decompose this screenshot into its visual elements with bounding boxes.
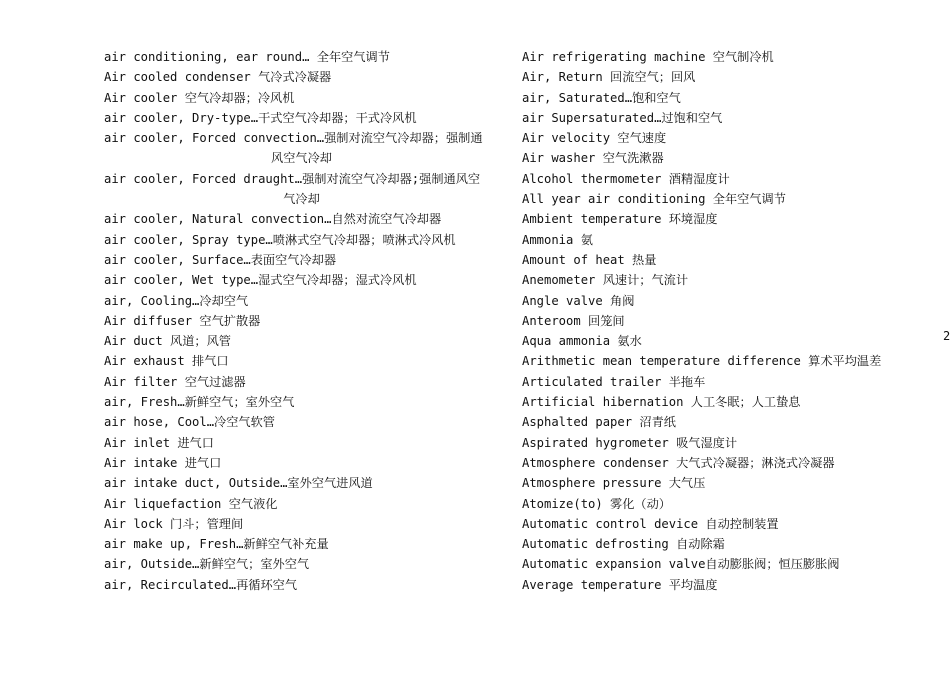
entry-text: Air velocity 空气速度: [522, 131, 667, 146]
entry-text: air conditioning, ear round… 全年空气调节: [104, 50, 390, 64]
entry-text: Air liquefaction 空气液化: [104, 496, 278, 511]
entry-text: Air exhaust 排气口: [104, 354, 229, 369]
left-column: [104, 47, 499, 595]
glossary-entry: [522, 331, 942, 351]
glossary-entry: [104, 351, 499, 371]
entry-text: air, Fresh…新鲜空气；室外空气: [104, 395, 295, 410]
glossary-entry: [104, 392, 499, 412]
entry-text: Air filter 空气过滤器: [104, 374, 246, 389]
entry-text: air, Saturated…饱和空气: [522, 90, 681, 105]
glossary-entry: [522, 433, 942, 453]
entry-text: Arithmetic mean temperature difference 算术平均温差: [522, 354, 882, 369]
glossary-entry: [522, 230, 942, 250]
page-number: 2: [943, 329, 950, 343]
glossary-entry: [104, 250, 499, 270]
glossary-entry: [522, 291, 942, 311]
glossary-entry: [104, 453, 499, 473]
entry-text: Amount of heat 热量: [522, 252, 657, 267]
glossary-entry: [104, 230, 499, 250]
glossary-entry: [104, 169, 499, 210]
glossary-entry: [522, 67, 942, 87]
entry-text: Air washer 空气洗漱器: [522, 151, 664, 166]
entry-text: Anteroom 回笼间: [522, 313, 625, 328]
entry-text: Anemometer 风速计；气流计: [522, 273, 689, 288]
glossary-entry: [104, 88, 499, 108]
entry-text: All year air conditioning 全年空气调节: [522, 192, 786, 207]
entry-text: air cooler, Spray type…喷淋式空气冷却器；喷淋式冷风机: [104, 232, 456, 247]
glossary-entry: [104, 433, 499, 453]
right-column: [522, 47, 942, 595]
glossary-entry: [522, 189, 942, 209]
glossary-entry: [104, 514, 499, 534]
entry-text: Alcohol thermometer 酒精湿度计: [522, 171, 730, 186]
entry-text: Average temperature 平均温度: [522, 577, 718, 592]
glossary-entry: [522, 209, 942, 229]
glossary-entry: [522, 351, 942, 371]
entry-text: Automatic defrosting 自动除霜: [522, 537, 725, 552]
entry-text: air intake duct, Outside…室外空气进风道: [104, 476, 373, 491]
entry-text: Aqua ammonia 氨水: [522, 334, 642, 349]
glossary-entry: [522, 47, 942, 67]
glossary-entry: [104, 534, 499, 554]
glossary-entry: [522, 392, 942, 412]
glossary-entry: [522, 554, 942, 574]
glossary-entry: [104, 575, 499, 595]
entry-text: Articulated trailer 半拖车: [522, 374, 706, 389]
entry-text: Atmosphere condenser 大气式冷凝器；淋浇式冷凝器: [522, 455, 835, 470]
entry-text: Ammonia 氨: [522, 232, 593, 247]
glossary-entry: [104, 473, 499, 493]
glossary-entry: [522, 514, 942, 534]
glossary-entry: [522, 148, 942, 168]
entry-text: Atmosphere pressure 大气压: [522, 476, 706, 491]
glossary-entry: [522, 575, 942, 595]
entry-text: Aspirated hygrometer 吸气湿度计: [522, 435, 738, 450]
glossary-entry: [522, 250, 942, 270]
glossary-entry: [522, 311, 942, 331]
glossary-entry: [104, 311, 499, 331]
entry-text: Air lock 门斗；管理间: [104, 516, 244, 531]
entry-text: Atomize(to) 雾化（动）: [522, 496, 671, 511]
glossary-entry: [522, 494, 942, 514]
glossary-entry: [104, 270, 499, 290]
entry-text: air Supersaturated…过饱和空气: [522, 110, 723, 125]
entry-text: Air, Return 回流空气；回风: [522, 70, 696, 85]
glossary-entry: [104, 331, 499, 351]
entry-text: air, Recirculated…再循环空气: [104, 577, 298, 592]
entry-text: air cooler, Forced convection…强制对流空气冷却器；强制通: [104, 131, 483, 146]
glossary-entry: [522, 372, 942, 392]
glossary-entry: [522, 412, 942, 432]
entry-text: Automatic expansion valve自动膨胀阀；恒压膨胀阀: [522, 557, 840, 572]
glossary-entry: [522, 128, 942, 148]
glossary-entry: [522, 108, 942, 128]
entry-continuation: 风空气冷却: [271, 151, 332, 166]
glossary-entry: [104, 494, 499, 514]
glossary-entry: [522, 88, 942, 108]
glossary-entry: [522, 270, 942, 290]
entry-text: Asphalted paper 沼青纸: [522, 415, 676, 430]
glossary-entry: [104, 412, 499, 432]
glossary-entry: [104, 128, 499, 169]
entry-text: Air duct 风道；风管: [104, 334, 231, 349]
glossary-entry: [522, 473, 942, 493]
entry-text: Angle valve 角阀: [522, 293, 635, 308]
glossary-entry: [104, 372, 499, 392]
glossary-entry: [522, 169, 942, 189]
entry-text: Automatic control device 自动控制装置: [522, 516, 779, 531]
entry-text: air cooler, Wet type…湿式空气冷却器；湿式冷风机: [104, 273, 417, 288]
entry-text: air cooler, Natural convection…自然对流空气冷却器: [104, 212, 442, 227]
entry-text: air, Outside…新鲜空气；室外空气: [104, 557, 310, 572]
glossary-entry: [522, 534, 942, 554]
entry-text: air make up, Fresh…新鲜空气补充量: [104, 537, 329, 552]
glossary-entry: [104, 108, 499, 128]
glossary-entry: [104, 47, 499, 67]
entry-text: air cooler, Dry-type…干式空气冷却器；干式冷风机: [104, 110, 417, 125]
entry-text: air cooler, Forced draught…强制对流空气冷却器;强制通风空: [104, 171, 481, 186]
glossary-entry: [104, 554, 499, 574]
entry-text: air hose, Cool…冷空气软管: [104, 415, 275, 430]
entry-text: Air intake 进气口: [104, 455, 222, 470]
entry-text: Air cooled condenser 气冷式冷凝器: [104, 70, 332, 85]
glossary-entry: [522, 453, 942, 473]
entry-text: Ambient temperature 环境湿度: [522, 212, 718, 227]
glossary-entry: [104, 291, 499, 311]
entry-text: air cooler, Surface…表面空气冷却器: [104, 252, 337, 267]
entry-text: Artificial hibernation 人工冬眠；人工蛰息: [522, 395, 801, 410]
entry-continuation: 气冷却: [283, 192, 320, 207]
glossary-entry: [104, 67, 499, 87]
entry-text: Air diffuser 空气扩散器: [104, 313, 261, 328]
glossary-entry: [104, 209, 499, 229]
entry-text: Air inlet 进气口: [104, 435, 214, 450]
entry-text: Air refrigerating machine 空气制冷机: [522, 50, 774, 64]
entry-text: air, Cooling…冷却空气: [104, 293, 249, 308]
entry-text: Air cooler 空气冷却器；冷风机: [104, 90, 295, 105]
